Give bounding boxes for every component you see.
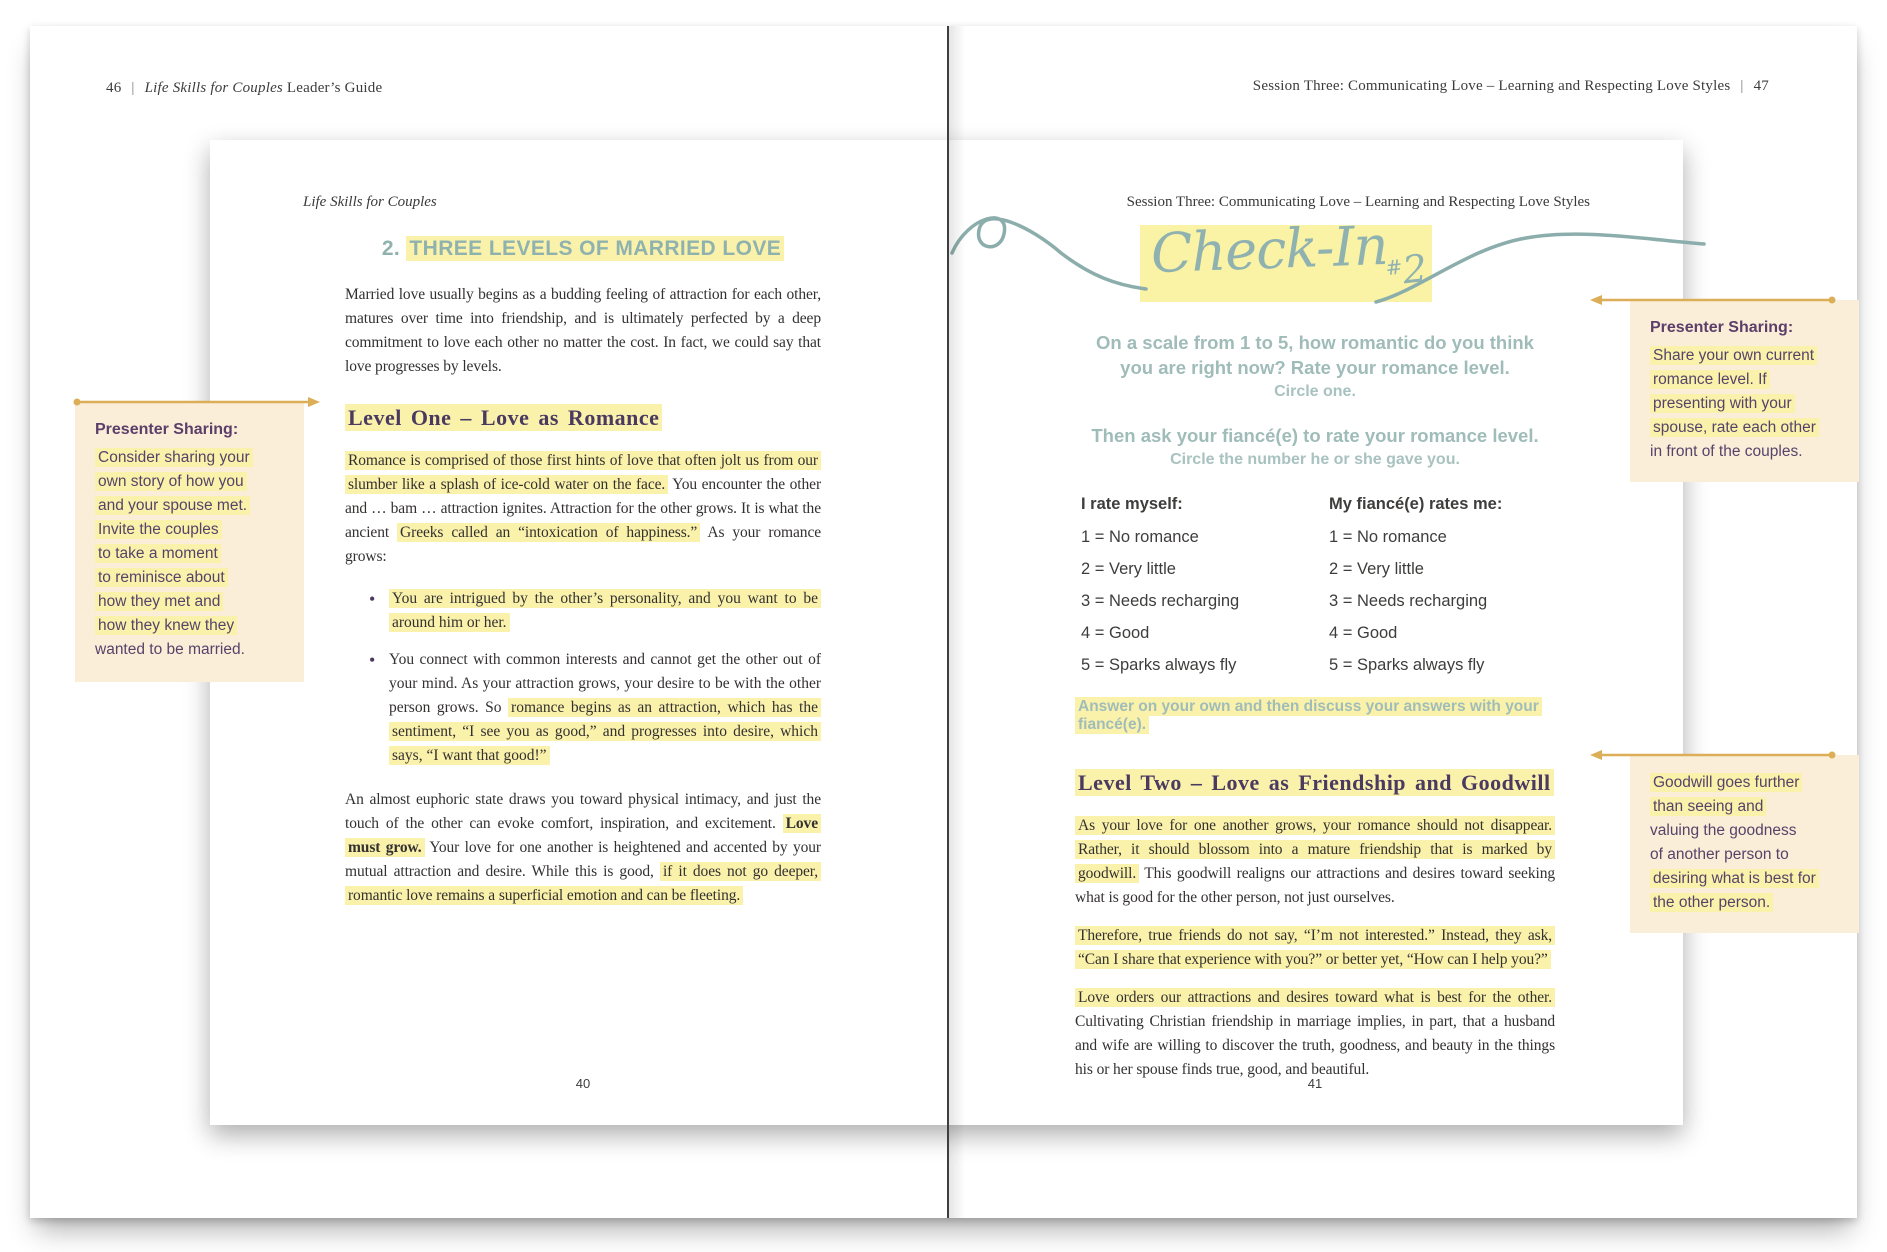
rating-header-self: I rate myself: [1081, 495, 1183, 513]
rating-item: 1 = No romance [1081, 528, 1199, 546]
note-body: Consider sharing your own story of how you and your spouse met. Invite the couples to take a moment to reminisce about how they met and how they knew they wanted to be married. [95, 446, 292, 662]
running-head-left: Life Skills for Couples [303, 194, 437, 210]
rating-item: 2 = Very little [1081, 560, 1176, 578]
level-one-heading: Level One – Love as Romance [345, 405, 821, 431]
closing-paragraph: An almost euphoric state draws you toward physical intimacy, and just the touch of the other can evoke comfort, inspiration, and excitement. Love must grow. Your love for one another is heightened and accented by your mutual attraction and desire. While this is good, if it does not go deeper, romantic love remains a superficial emotion and can be fleeting. [345, 791, 821, 904]
note-arrow-right-icon [72, 395, 324, 409]
page-number-40: 40 [575, 1076, 591, 1091]
rating-item: 3 = Needs recharging [1081, 592, 1240, 610]
note-arrow-left-icon [1586, 293, 1838, 307]
guide-book-title: Life Skills for Couples [144, 80, 283, 96]
checkin-question-2: Then ask your fiancé(e) to rate your romance level. [1091, 425, 1539, 446]
circle-one-instruction: Circle one. [1274, 383, 1356, 400]
note-body: Share your own current romance level. If presenting with your spouse, rate each other in front of the couples. [1650, 344, 1847, 464]
guide-page-number-right: 47 [1753, 78, 1769, 94]
checkin-question-1-line1: On a scale from 1 to 5, how romantic do you think [1096, 332, 1534, 353]
level-two-paragraph-3: Love orders our attractions and desires toward what is best for the other. Cultivating Christian friendship in marriage implies, in part, that a husband and wife are willing to discover the truth, goodness, and beauty in the things his or her spouse finds true, good, and beautiful. [1075, 989, 1555, 1078]
guide-page-number-left: 46 [106, 80, 122, 96]
presenter-note-right [1630, 300, 1859, 482]
note-title: Presenter Sharing: [1650, 319, 1794, 336]
circle-number-instruction: Circle the number he or she gave you. [1170, 451, 1460, 468]
rating-item: 1 = No romance [1329, 528, 1447, 546]
note-title: Presenter Sharing: [95, 421, 239, 438]
rating-col-self [1075, 495, 1329, 688]
rating-item: 5 = Sparks always fly [1329, 656, 1485, 674]
participant-page-41-content [1075, 330, 1555, 1096]
rating-item: 5 = Sparks always fly [1081, 656, 1237, 674]
level-one-paragraph: Romance is comprised of those first hints of love that often jolt us from our slumber like a splash of ice-cold water on the face. You encounter the other and … bam … attraction ignites. Attraction for the other grows. It is what the ancient Greeks called an “intoxication of happiness.” As your romance grows: [345, 452, 822, 565]
presenter-note-left [75, 402, 304, 682]
rating-col-fiance [1329, 495, 1555, 688]
level-two-paragraph-2: Therefore, true friends do not say, “I’m not interested.” Instead, they ask, “Can I share that experience with you?” or better yet, “How can I help you?” [1075, 924, 1555, 972]
bullet-item: • You connect with common interests and cannot get the other out of your mind. As your attraction grows, your desire to be with the other person grows. So romance begins as an attraction, which has the sentiment, “I see you as good,” and progresses into desire, which says, “I want that good!” [369, 648, 821, 768]
intro-paragraph: Married love usually begins as a budding feeling of attraction for each other, matures over time into friendship, and is ultimately perfected by a deep commitment to love each other no matter the cost. In fact, we could say that love progresses by levels. [345, 286, 821, 375]
checkin-number: #2 [1384, 245, 1430, 293]
guide-folio-right [1253, 78, 1769, 95]
running-head-right: Session Three: Communicating Love – Learning and Respecting Love Styles [1126, 194, 1590, 210]
rating-columns [1075, 495, 1555, 688]
rating-header-fiance: My fiancé(e) rates me: [1329, 495, 1503, 513]
checkin-question-1-line2: you are right now? Rate your romance level. [1120, 357, 1510, 378]
guide-title-suffix: Leader’s Guide [282, 80, 383, 96]
folio-separator: | [1740, 78, 1744, 94]
checkin-script-title: Check-In [1149, 213, 1389, 286]
note-arrow-left-icon [1586, 748, 1838, 762]
bullet-item: • You are intrigued by the other’s personality, and you want to be around him or her. [369, 587, 821, 635]
section-heading: 2. THREE LEVELS OF MARRIED LOVE [345, 237, 821, 261]
rating-item: 2 = Very little [1329, 560, 1424, 578]
guide-session-title: Session Three: Communicating Love – Learning and Respecting Love Styles [1252, 78, 1731, 94]
folio-separator: | [131, 80, 135, 96]
rating-item: 3 = Needs recharging [1329, 592, 1488, 610]
guide-folio-left [106, 80, 382, 97]
rating-item: 4 = Good [1081, 624, 1150, 642]
level-two-heading: Level Two – Love as Friendship and Goodwill [1075, 770, 1555, 796]
center-fold-line [947, 26, 949, 1218]
page-number-41: 41 [1307, 1076, 1323, 1091]
hash-glyph: # [1384, 254, 1404, 281]
rating-item: 4 = Good [1329, 624, 1398, 642]
participant-page-40-content [345, 237, 821, 922]
goodwill-note [1630, 755, 1859, 933]
answer-note: Answer on your own and then discuss your answers with your fiancé(e). [1075, 698, 1555, 734]
level-two-paragraph-1: As your love for one another grows, your romance should not disappear. Rather, it should blossom into a mature friendship that is marked by goodwill. This goodwill realigns our attractions and desires toward seeking what is good for the other person, not just ourselves. [1075, 817, 1555, 906]
romance-bullet-list [345, 587, 821, 768]
note-body: Goodwill goes further than seeing and valuing the goodness of another person to desiring what is best for the other person. [1650, 771, 1847, 915]
